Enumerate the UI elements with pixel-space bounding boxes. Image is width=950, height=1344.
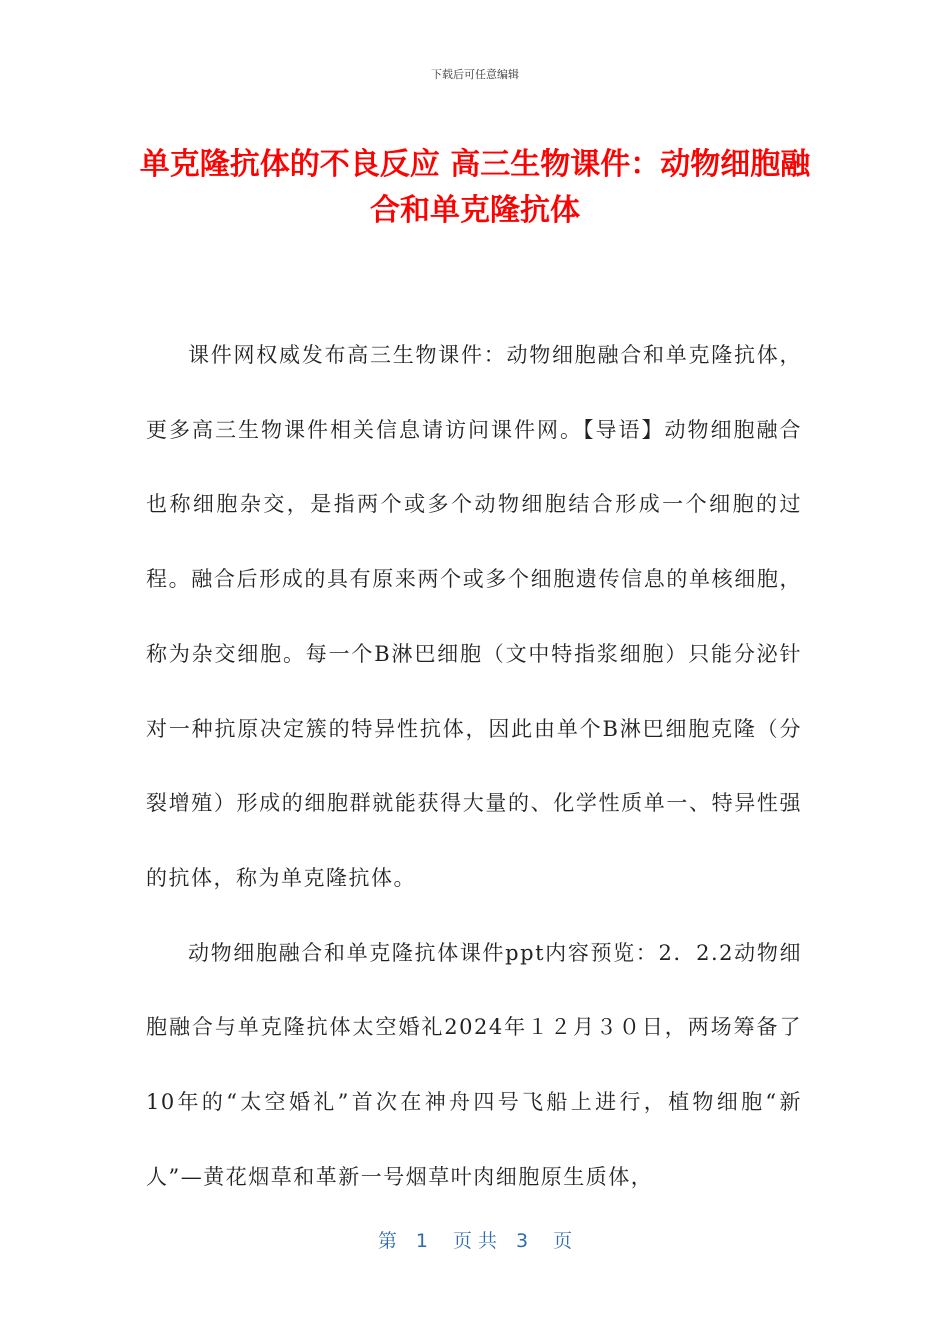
page-number-footer: 第 1 页 共 3 页	[377, 1230, 573, 1252]
body-paragraph-2: 动物细胞融合和单克隆抗体课件ppt内容预览：2．2.2动物细胞融合与单克隆抗体太空婚礼2024年１２月３０日，两场筹备了10年的“太空婚礼”首次在神舟四号飞船上进行，植物细胞“新人”—黄花烟草和革新一号烟草叶肉细胞原生质体，	[146, 940, 802, 1189]
body-paragraph-1: 课件网权威发布高三生物课件：动物细胞融合和单克隆抗体，更多高三生物课件相关信息请访问课件网。【导语】动物细胞融合也称细胞杂交，是指两个或多个动物细胞结合形成一个细胞的过程。融合后形成的具有原来两个或多个细胞遗传信息的单核细胞，称为杂交细胞。每一个B淋巴细胞（文中特指浆细胞）只能分泌针对一种抗原决定簇的特异性抗体，因此由单个B淋巴细胞克隆（分裂增殖）形成的细胞群就能获得大量的、化学性质单一、特异性强的抗体，称为单克隆抗体。	[146, 343, 802, 890]
document-body	[146, 318, 802, 1214]
page-header-note: 下载后可任意编辑	[431, 68, 519, 81]
document-title: 单克隆抗体的不良反应 高三生物课件：动物细胞融合和单克隆抗体	[139, 147, 811, 228]
